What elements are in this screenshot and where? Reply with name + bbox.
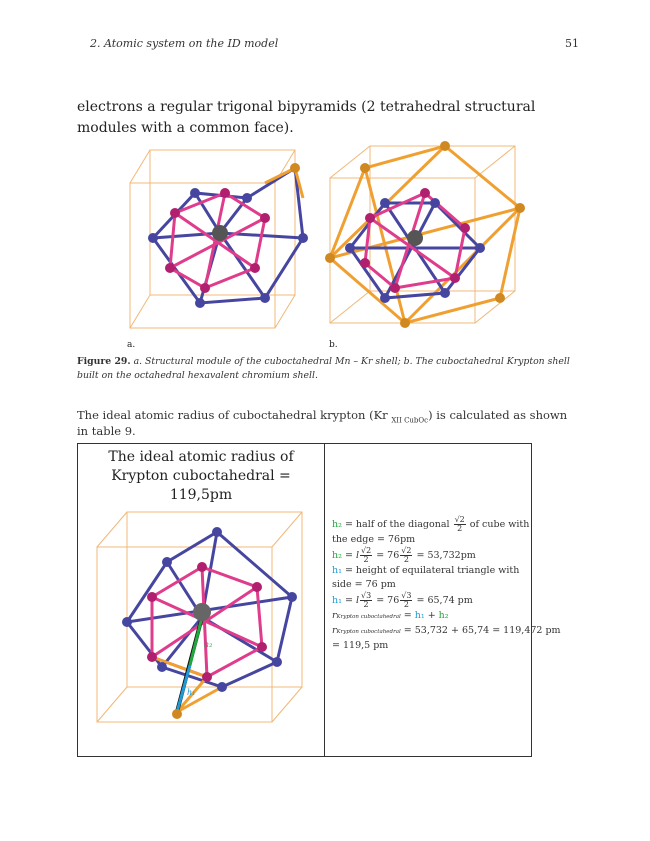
paragraph-2 <box>77 408 577 438</box>
formula-line-8: rKrypton cuboctahedral = 53,732 + 65,74 = 119,472 pm <box>332 625 561 636</box>
figure-caption-text: a. Structural module of the cuboctahedral Mn – Kr shell; b. The cuboctahedral Krypton shell built on the octahedral hexavalent chromium shell. <box>77 356 570 381</box>
table-illustration <box>92 507 317 747</box>
figure-caption-label: Figure 29. <box>77 356 131 367</box>
figure-caption <box>77 355 577 383</box>
figure-label-a: a. <box>127 340 136 350</box>
formula-line-3: h₂ = l $\frac{√2}{2}$ = 76 $\frac{√2}{2}$ = 53,732pm <box>332 546 476 564</box>
table-bonds <box>127 532 292 712</box>
paragraph-2-end: ) is calculated as shown in table 9. <box>77 408 568 439</box>
paragraph-2-start: The ideal atomic radius of cuboctahedral krypton (Kr <box>77 408 392 422</box>
table-column-divider <box>324 444 325 756</box>
h2-marker: h₂ <box>204 640 213 649</box>
paragraph-2-subscript: XII CubOc <box>391 416 429 425</box>
formula-line-9: = 119,5 pm <box>332 640 389 651</box>
formula-line-1: h₂ = half of the diagonal $\frac{√2}{2}$ of cube with <box>332 515 530 533</box>
cube-back-face <box>150 150 295 295</box>
running-header: 2. Atomic system on the ID model <box>90 37 279 50</box>
figure-29-illustration <box>125 138 535 338</box>
figure-label-b: b. <box>329 340 338 350</box>
paragraph-1: electrons a regular trigonal bipyramids (2 tetrahedral structural modules with a common face). <box>77 99 536 136</box>
formula-line-7: rKrypton cuboctahedral = h₁ + h₂ <box>332 610 449 621</box>
table-title: The ideal atomic radius of Krypton cuboctahedral = 119,5pm <box>108 449 294 503</box>
table-9 <box>77 443 561 757</box>
page-number: 51 <box>565 37 579 50</box>
formula-block <box>332 515 561 653</box>
h1-marker: h₁ <box>187 688 196 697</box>
formula-line-4: h₁ = height of equilateral triangle with <box>332 565 520 576</box>
formula-line-2: the edge = 76pm <box>332 534 416 545</box>
figure-a-bonds <box>153 168 303 303</box>
formula-line-5: side = 76 pm <box>332 579 396 590</box>
formula-line-6: h₁ = l $\frac{√3}{2}$ = 76 $\frac{√3}{2}$ = 65,74 pm <box>332 591 473 609</box>
figure-b-bonds <box>330 146 520 323</box>
